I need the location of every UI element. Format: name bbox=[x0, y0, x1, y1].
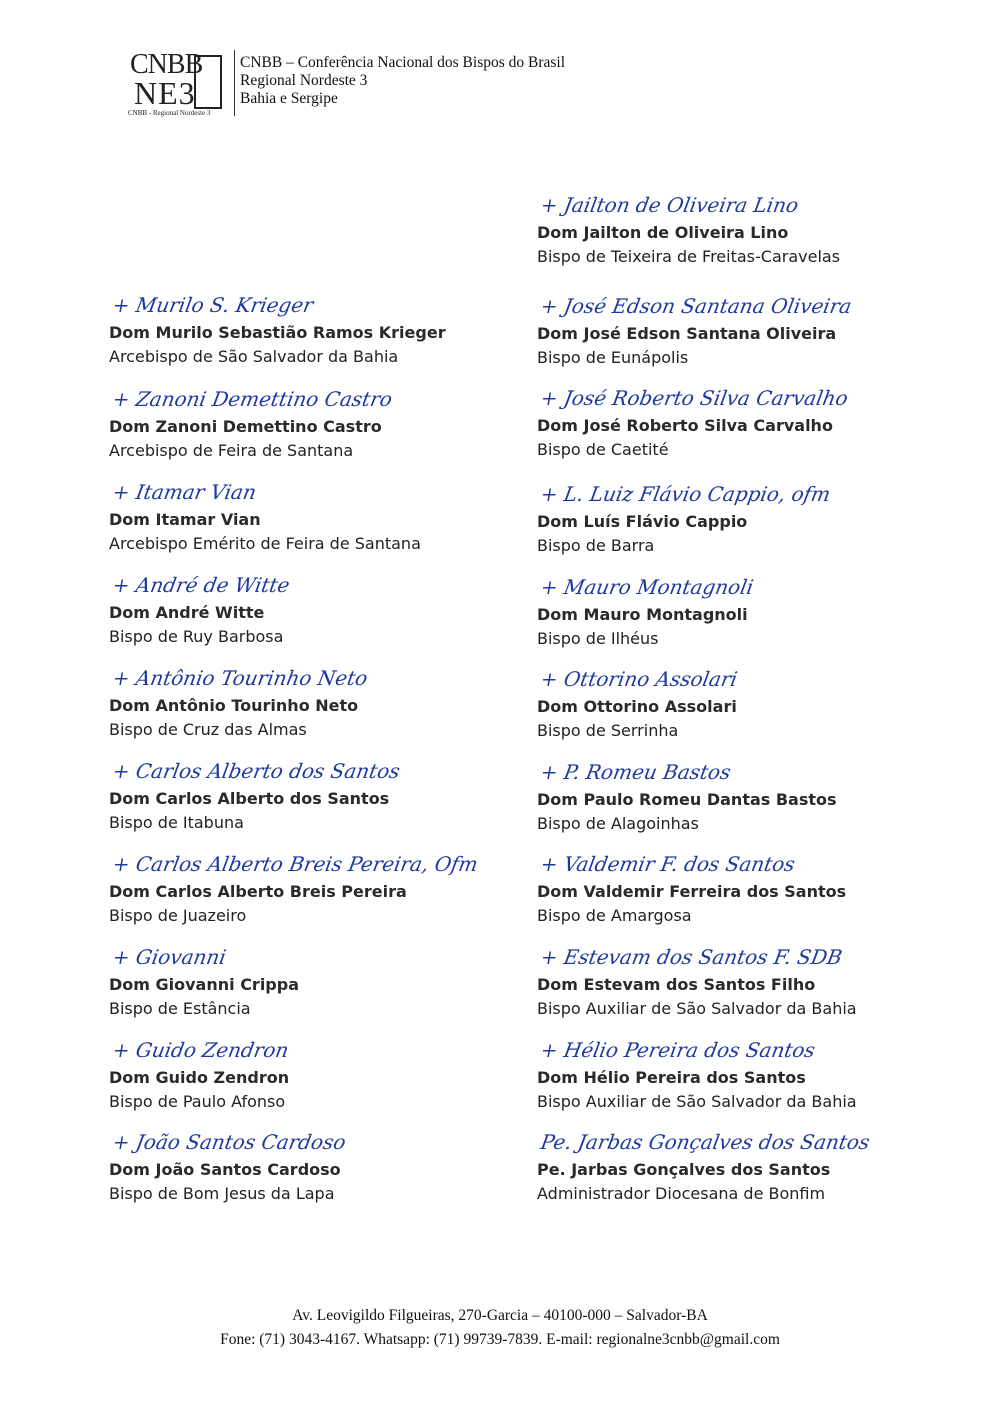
signatory-role: Bispo de Paulo Afonso bbox=[109, 1092, 286, 1111]
handwritten-signature: + Mauro Montagnoli bbox=[538, 575, 756, 599]
signatory-role: Bispo de Eunápolis bbox=[537, 348, 689, 367]
handwritten-signature: Pe. Jarbas Gonçalves dos Santos bbox=[538, 1130, 872, 1154]
signatory-name: Dom Hélio Pereira dos Santos bbox=[537, 1068, 806, 1087]
signatory-name: Dom Antônio Tourinho Neto bbox=[109, 696, 359, 715]
handwritten-signature: + André de Witte bbox=[110, 573, 292, 597]
handwritten-signature: + P. Romeu Bastos bbox=[538, 760, 733, 784]
handwritten-signature: + Guido Zendron bbox=[110, 1038, 291, 1062]
handwritten-signature: + Zanoni Demettino Castro bbox=[110, 387, 395, 411]
signatory-role: Bispo de Ruy Barbosa bbox=[109, 627, 284, 646]
signatory-name: Pe. Jarbas Gonçalves dos Santos bbox=[537, 1160, 831, 1179]
footer-contact: Fone: (71) 3043-4167. Whatsapp: (71) 99739-7839. E-mail: regionalne3cnbb@gmail.com bbox=[220, 1331, 780, 1348]
letterhead-line-1: CNBB – Conferência Nacional dos Bispos do Brasil bbox=[240, 54, 566, 71]
signatory-name: Dom Carlos Alberto Breis Pereira bbox=[109, 882, 407, 901]
signatory-name: Dom José Edson Santana Oliveira bbox=[537, 324, 837, 343]
signatory-role: Bispo de Juazeiro bbox=[109, 906, 247, 925]
signatory-role: Bispo de Estância bbox=[109, 999, 251, 1018]
signatory-name: Dom Itamar Vian bbox=[109, 510, 261, 529]
signatory-name: Dom Ottorino Assolari bbox=[537, 697, 737, 716]
signatory-role: Arcebispo de Feira de Santana bbox=[109, 441, 354, 460]
signatory-role: Bispo de Amargosa bbox=[537, 906, 692, 925]
handwritten-signature: + Carlos Alberto Breis Pereira, Ofm bbox=[110, 852, 480, 876]
handwritten-signature: + Antônio Tourinho Neto bbox=[110, 666, 370, 690]
handwritten-signature: + José Roberto Silva Carvalho bbox=[538, 386, 850, 410]
letterhead bbox=[240, 54, 565, 108]
signatory-name: Dom Giovanni Crippa bbox=[109, 975, 300, 994]
handwritten-signature: + Hélio Pereira dos Santos bbox=[538, 1038, 818, 1062]
signatory-name: Dom Estevam dos Santos Filho bbox=[537, 975, 816, 994]
handwritten-signature: + Murilo S. Krieger bbox=[110, 293, 315, 317]
signatory-role: Arcebispo de São Salvador da Bahia bbox=[109, 347, 399, 366]
signatory-role: Arcebispo Emérito de Feira de Santana bbox=[109, 534, 421, 553]
signatory-name: Dom Guido Zendron bbox=[109, 1068, 290, 1087]
signatory-role: Bispo de Serrinha bbox=[537, 721, 679, 740]
signatory-name: Dom José Roberto Silva Carvalho bbox=[537, 416, 833, 435]
signatory-name: Dom Murilo Sebastião Ramos Krieger bbox=[109, 323, 446, 342]
signatory-name: Dom Valdemir Ferreira dos Santos bbox=[537, 882, 847, 901]
letterhead-line-3: Bahia e Sergipe bbox=[240, 90, 338, 107]
signatory-role: Bispo de Ilhéus bbox=[537, 629, 659, 648]
signatory-name: Dom Zanoni Demettino Castro bbox=[109, 417, 382, 436]
signatory-role: Bispo de Barra bbox=[537, 536, 655, 555]
signatory-role: Bispo de Caetité bbox=[537, 440, 669, 459]
signatory-name: Dom André Witte bbox=[109, 603, 265, 622]
signatory-name: Dom Mauro Montagnoli bbox=[537, 605, 748, 624]
handwritten-signature: + Valdemir F. dos Santos bbox=[538, 852, 797, 876]
cnbb-ne3-logo bbox=[128, 47, 228, 119]
header-divider bbox=[234, 50, 235, 116]
logo-cross-box bbox=[194, 55, 222, 109]
handwritten-signature: + Jailton de Oliveira Lino bbox=[538, 193, 801, 217]
signatory-name: Dom Carlos Alberto dos Santos bbox=[109, 789, 390, 808]
handwritten-signature: + L. Luiz Flávio Cappio, ofm bbox=[538, 482, 833, 506]
handwritten-signature: + Itamar Vian bbox=[110, 480, 259, 504]
handwritten-signature: + João Santos Cardoso bbox=[110, 1130, 348, 1154]
footer-address: Av. Leovigildo Filgueiras, 270-Garcia – 40100-000 – Salvador-BA bbox=[292, 1307, 708, 1324]
logo-caption: CNBB - Regional Nordeste 3 bbox=[128, 109, 211, 117]
handwritten-signature: + Carlos Alberto dos Santos bbox=[110, 759, 402, 783]
signatory-role: Bispo de Alagoinhas bbox=[537, 814, 699, 833]
handwritten-signature: + José Edson Santana Oliveira bbox=[538, 294, 854, 318]
handwritten-signature: + Estevam dos Santos F. SDB bbox=[538, 945, 845, 969]
letterhead-line-2: Regional Nordeste 3 bbox=[240, 72, 368, 89]
signatory-name: Dom Paulo Romeu Dantas Bastos bbox=[537, 790, 837, 809]
signatory-role: Bispo de Cruz das Almas bbox=[109, 720, 307, 739]
signatory-role: Bispo de Itabuna bbox=[109, 813, 244, 832]
signatory-name: Dom João Santos Cardoso bbox=[109, 1160, 341, 1179]
signatory-role: Bispo Auxiliar de São Salvador da Bahia bbox=[537, 999, 857, 1018]
signatory-name: Dom Jailton de Oliveira Lino bbox=[537, 223, 789, 242]
handwritten-signature: + Giovanni bbox=[110, 945, 229, 969]
handwritten-signature: + Ottorino Assolari bbox=[538, 667, 740, 691]
signatory-role: Bispo de Bom Jesus da Lapa bbox=[109, 1184, 335, 1203]
signatory-role: Bispo de Teixeira de Freitas-Caravelas bbox=[537, 247, 841, 266]
logo-main-text: CNBB bbox=[130, 49, 203, 80]
logo-sub-text: NE3 bbox=[134, 75, 196, 111]
signatory-role: Administrador Diocesana de Bonfim bbox=[537, 1184, 826, 1203]
signatory-name: Dom Luís Flávio Cappio bbox=[537, 512, 748, 531]
signatory-role: Bispo Auxiliar de São Salvador da Bahia bbox=[537, 1092, 857, 1111]
